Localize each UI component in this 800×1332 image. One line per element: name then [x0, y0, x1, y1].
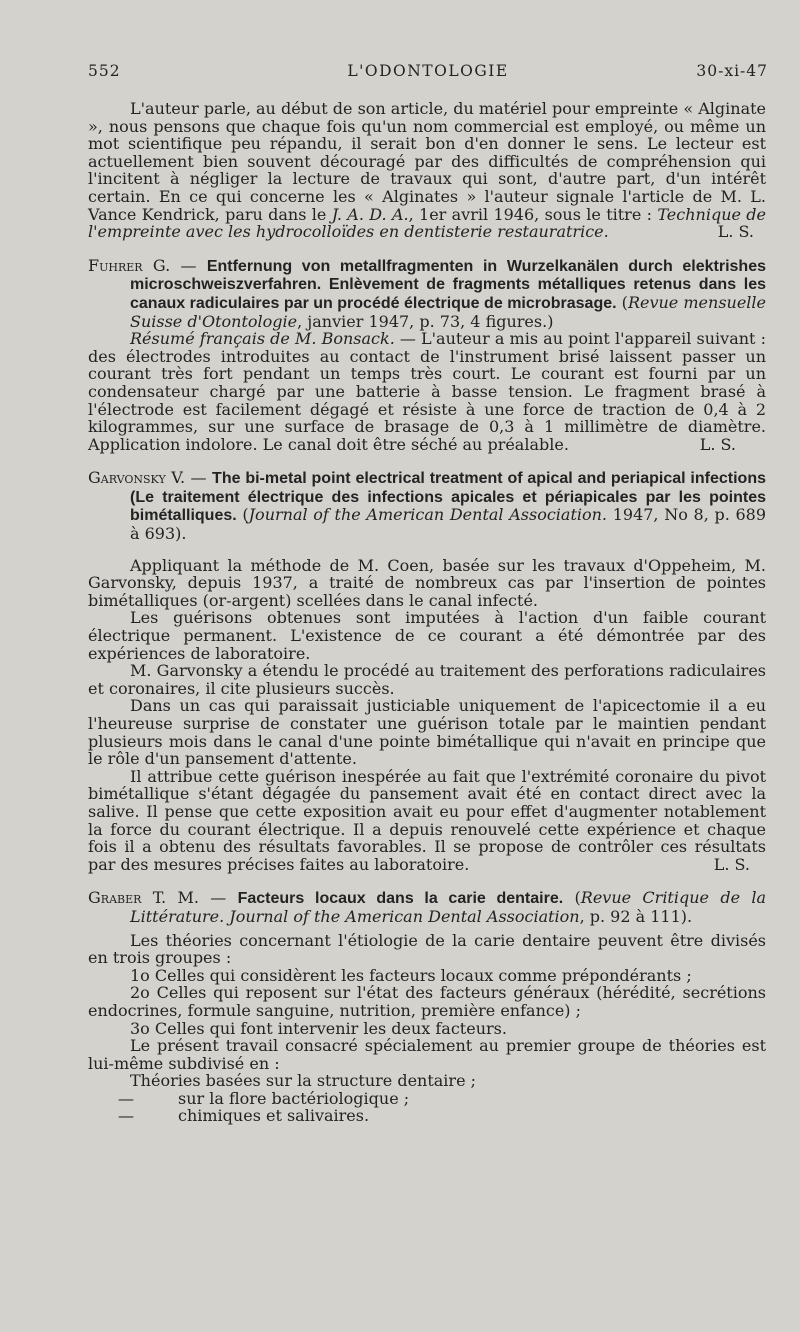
resume-label: Résumé français de M. Bonsack.: [130, 329, 395, 349]
dash-mark: —: [118, 1106, 134, 1126]
list-item-text: chimiques et salivaires.: [178, 1106, 370, 1126]
issue-date: 30-xi-47: [696, 62, 768, 80]
journal-name: Revue mensuelle Suisse d'Otontologie: [130, 292, 767, 331]
theories-line: Théories basées sur la structure dentaire ;: [130, 1071, 477, 1091]
list-item: 3o Celles qui font intervenir les deux facteurs.: [130, 1018, 507, 1038]
paragraph-text: L'auteur parle, au début de son article, du matériel pour empreinte « Alginate », nous pensons que chaque fois qu'un nom commercial est employé, ou même un mot scientifique peu répandu, il serait bon d'en donner le sens. Le lecteur est actuellement bien souvent découragé par des difficultés de compréhension qui l'incitent à négliger la lecture de travaux qui sont, d'autre part, d'un intérêt certain. En ce qui concerne les « Alginates » l'auteur signale l'article de M. L. Vance Kendrick, paru dans le: [88, 99, 766, 224]
list-item: [88, 1107, 766, 1125]
author-name: Fuhrer G.: [88, 255, 171, 275]
garvonsky-paragraph-1: Appliquant la méthode de M. Coen, basée sur les travaux d'Oppeheim, M. Garvonsky, depuis 1937, a traité de nombreux cas par l'insertion de pointes bimétalliques (or-argent) scellées dans le canal infecté.: [88, 555, 766, 610]
signature: L. S.: [713, 854, 750, 874]
reference-details: , p. 92 à 111).: [579, 906, 693, 926]
garvonsky-paragraph-4: Dans un cas qui paraissait justiciable uniquement de l'apicectomie il a eu l'heureuse surprise de constater une guérison totale par le maintien pendant plusieurs mois dans le canal d'une pointe bimétallique qui n'avait en principe que le rôle d'un pansement d'attente.: [88, 696, 766, 769]
paragraph-alginate: [88, 100, 766, 241]
paragraph-text: Il attribue cette guérison inespérée au fait que l'extrémité coronaire du pivot bimétallique s'étant dégagée du pansement avait été en contact direct avec la salive. Il pense que cette exposition avait eu pour effet d'augmenter notablement la force du courant électrique. Il a depuis renouvelé cette expérience et chaque fois il a obtenu des résultats favorables. Il se propose de contrôler ces résultats par des mesures précises faites au laboratoire.: [88, 766, 766, 874]
entry-title: Entfernung von metallfragmenten in Wurzelkanälen durch elektrishes microschweiszverfahren. Enlèvement de fragments métalliques retenus dans les canaux radiculaires par un procédé électrique de microbrasage.: [130, 257, 766, 312]
entry-title: Facteurs locaux dans la carie dentaire.: [237, 890, 564, 908]
signature: L. S.: [717, 222, 754, 242]
dash: —: [185, 468, 213, 488]
list-item-text: sur la flore bactériologique ;: [178, 1088, 410, 1108]
dash: —: [170, 255, 207, 275]
paren: (: [236, 505, 249, 525]
list-item: 1o Celles qui considèrent les facteurs locaux comme prépondérants ;: [130, 965, 692, 985]
garvonsky-paragraph-3: M. Garvonsky a étendu le procédé au traitement des perforations radiculaires et coronaires, il cite plusieurs succès.: [88, 661, 766, 698]
entry-fuhrer: [88, 257, 766, 330]
running-title: L'ODONTOLOGIE: [347, 62, 509, 80]
list-item: 2o Celles qui reposent sur l'état des facteurs généraux (hérédité, secrétions endocrines, formule sanguine, nutrition, première enfance) ;: [88, 983, 766, 1020]
resume-text: — L'auteur a mis au point l'appareil suivant : des électrodes introduites au contact de l'instrument brisé laissent passer un courant très fort pendant un temps très court. Le courant est fourni par un condensateur chargé par une batterie à basse tension. Le fragment brasé à l'électrode est facilement dégagé et résiste à une force de traction de 0,4 à 2 kilogrammes, sur une surface de brasage de 0,3 à 1 millimètre de diamètre. Application indolore. Le canal doit être séché au préalable.: [88, 329, 766, 454]
garvonsky-paragraph-5: [88, 768, 766, 874]
entry-garvonsky: [88, 469, 766, 542]
paren: (: [563, 888, 581, 908]
journal-name: Revue Critique de la Littérature. Journal of the American Dental Association: [130, 888, 767, 926]
author-name: Graber T. M.: [88, 888, 199, 908]
reference-details: , janvier 1947, p. 73, 4 figures.): [297, 311, 554, 331]
entry-title: The bi-metal point electrical treatment of apical and periapical infections (Le traitement électrique des infections apicales et périapicales par les pointes bimétalliques.: [130, 470, 766, 525]
list-item: [88, 1090, 766, 1108]
garvonsky-paragraph-2: Les guérisons obtenues sont imputées à l'action d'un faible courant électrique permanent. L'existence de ce courant a été démontrée par des expériences de laboratoire.: [88, 608, 766, 663]
page-header: [88, 62, 768, 86]
journal-abbrev: J. A. D. A.: [331, 204, 409, 224]
date-text: , 1er avril 1946, sous le titre :: [408, 204, 658, 224]
dash: —: [198, 888, 238, 908]
paren: (: [616, 292, 628, 312]
page-number: 552: [88, 62, 121, 80]
article-title: Technique de l'empreinte avec les hydrocolloïdes en dentisterie restauratrice.: [88, 204, 767, 242]
reference-details: 1947, No 8, p. 689 à 693).: [130, 505, 767, 544]
author-name: Garvonsky V.: [88, 468, 186, 488]
dash-mark: —: [118, 1088, 134, 1108]
journal-name: Journal of the American Dental Association.: [248, 505, 608, 525]
resume-paragraph: [88, 330, 766, 453]
entry-graber: [88, 889, 766, 925]
graber-intro: Les théories concernant l'étiologie de la carie dentaire peuvent être divisés en trois groupes :: [88, 930, 766, 968]
signature: L. S.: [699, 434, 736, 454]
main-text: [88, 100, 766, 1125]
graber-present: Le présent travail consacré spécialement au premier groupe de théories est lui-même subdivisé en :: [88, 1036, 766, 1073]
